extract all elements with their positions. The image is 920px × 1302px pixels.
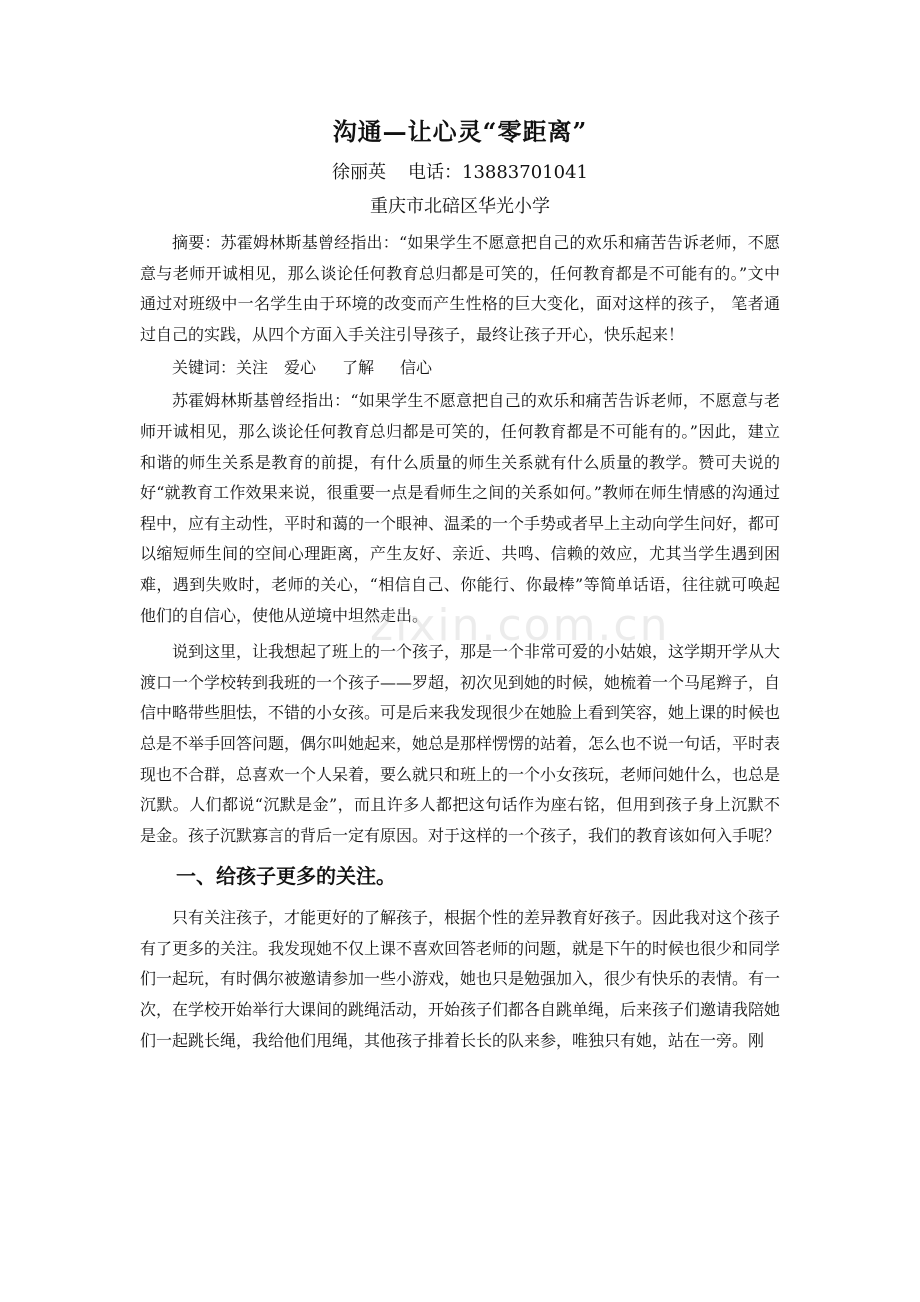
keywords-label: 关键词：关注 xyxy=(172,358,269,378)
author-line xyxy=(140,158,780,192)
author-name: 徐丽英 xyxy=(332,162,386,183)
watermark: zixin.com.cn xyxy=(370,600,670,651)
school-name: 重庆市北碚区华光小学 xyxy=(370,196,550,217)
keyword-item: 爱心 xyxy=(284,358,317,378)
author-phone: 电话：13883701041 xyxy=(408,162,588,183)
keyword-item: 了解 xyxy=(342,358,375,378)
body-paragraph-1: 苏霍姆林斯基曾经指出：“如果学生不愿意把自己的欢乐和痛苦告诉老师，不愿意与老师开诚相见，那么谈论任何教育总归都是可笑的，任何教育都是不可能有的。”因此，建立和谐的师生关系是教育的前提，有什么质量的师生关系就有什么质量的教学。赞可夫说的好“就教育工作效果来说，很重要一点是看师生之间的关系如何。”教师在师生情感的沟通过程中，应有主动性，平时和蔼的一个眼神、温柔的一个手势或者早上主动向学生问好，都可以缩短师生间的空间心理距离，产生友好、亲近、共鸣、信赖的效应，尤其当学生遇到困难，遇到失败时，老师的关心，“相信自己、你能行、你最棒”等简单话语，往往就可唤起他们的自信心，使他从逆境中坦然走出。 xyxy=(140,391,781,625)
section-heading: 一、给孩子更多的关注。 xyxy=(176,864,396,889)
body-paragraph-3: 只有关注孩子，才能更好的了解孩子，根据个性的差异教育好孩子。因此我对这个孩子有了更多的关注。我发现她不仅上课不喜欢回答老师的问题，就是下午的时候也很少和同学们一起玩，有时偶尔被邀请参加一些小游戏，她也只是勉强加入，很少有快乐的表情。有一次，在学校开始举行大课间的跳绳活动，开始孩子们都各自跳单绳，后来孩子们邀请我陪她们一起跳长绳，我给他们甩绳，其他孩子排着长长的队来参，唯独只有她，站在一旁。刚 xyxy=(140,908,781,1050)
body-paragraph-2: 说到这里，让我想起了班上的一个孩子，那是一个非常可爱的小姑娘，这学期开学从大渡口一个学校转到我班的一个孩子——罗超，初次见到她的时候，她梳着一个马尾辫子，自信中略带些胆怯，不错的小女孩。可是后来我发现很少在她脸上看到笑容，她上课的时候也总是不举手回答问题，偶尔叫她起来，她总是那样愣愣的站着，怎么也不说一句话，平时表现也不合群，总喜欢一个人呆着，要么就只和班上的一个小女孩玩，老师问她什么，也总是沉默。人们都说“沉默是金”，而且许多人都把这句话作为座右铭，但用到孩子身上沉默不是金。孩子沉默寡言的背后一定有原因。对于这样的一个孩子，我们的教育该如何入手呢？ xyxy=(140,642,781,845)
keyword-item: 信心 xyxy=(400,358,433,378)
abstract-paragraph: 摘要：苏霍姆林斯基曾经指出：“如果学生不愿意把自己的欢乐和痛苦告诉老师，不愿意与老师开诚相见，那么谈论任何教育总归都是可笑的，任何教育都是不可能有的。”文中通过对班级中一名学生由于环境的改变而产生性格的巨大变化，面对这样的孩子， 笔者通过自己的实践，从四个方面入手关注引导孩子，最终让孩子开心，快乐起来！ xyxy=(140,233,780,344)
document-page xyxy=(140,112,780,1056)
keywords-line xyxy=(140,353,780,383)
document-title: 沟通—让心灵“零距离” xyxy=(332,117,588,146)
